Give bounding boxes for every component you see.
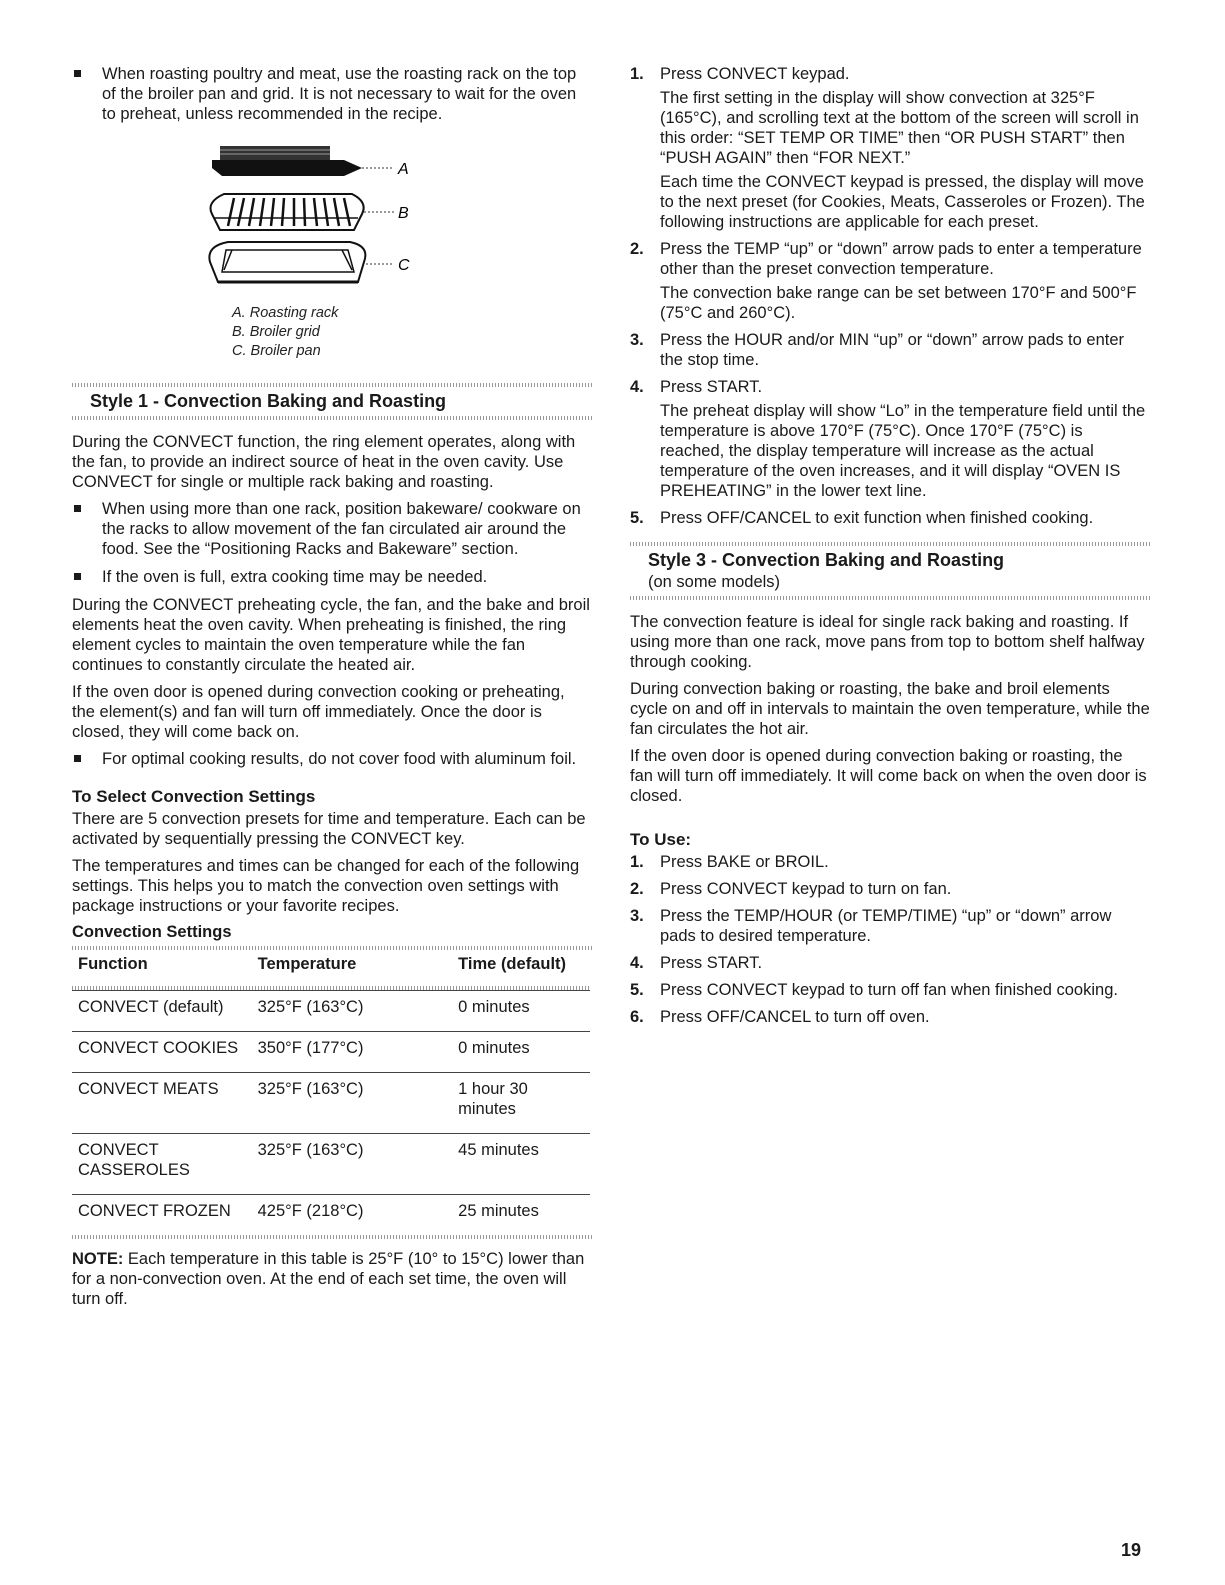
cell-temperature: 425°F (218°C) xyxy=(257,1202,364,1220)
cell-time: 25 minutes xyxy=(458,1202,539,1220)
broiler-grid-drawing xyxy=(211,194,410,230)
step-text: Press CONVECT keypad to turn on fan. xyxy=(660,880,952,898)
cell-time: 0 minutes xyxy=(458,1039,530,1057)
step-text: Press CONVECT keypad to turn off fan when finished cooking. xyxy=(660,981,1118,999)
style1-paragraph-1: During the CONVECT function, the ring element operates, along with the fan, to provide an indirect source of heat in the oven cavity. Use CONVECT for single or multiple rack baking and roasting. xyxy=(72,433,576,491)
cell-temperature: 350°F (177°C) xyxy=(257,1039,364,1057)
style1-paragraph-2: During the CONVECT preheating cycle, the fan, and the bake and broil elements heat the oven cavity. When preheating is finished, the ring element cycles to maintain the oven temperature while the fan continues to constantly circulate the heated air. xyxy=(72,596,590,674)
select-paragraph-2: The temperatures and times can be changed for each of the following settings. This helps you to match the convection oven settings with package instructions or your favorite recipes. xyxy=(72,857,580,915)
style1-bullets-2 xyxy=(72,749,592,769)
divider xyxy=(72,416,592,420)
step-text: Press START. xyxy=(660,954,763,972)
broiler-pan-illustration xyxy=(72,132,592,304)
caption-b: B. Broiler grid xyxy=(232,324,320,340)
step-number: 5. xyxy=(630,509,644,527)
convection-settings-table xyxy=(72,950,590,1235)
step-detail: Each time the CONVECT keypad is pressed, the display will move to the next preset (for Cookies, Meats, Casseroles or Frozen). The following instructions are applicable for each preset. xyxy=(660,173,1145,231)
header-temperature: Temperature xyxy=(257,955,357,973)
step-item xyxy=(630,377,1150,501)
step-item xyxy=(630,330,1150,370)
select-paragraph-1: There are 5 convection presets for time and temperature. Each can be activated by sequentially pressing the CONVECT key. xyxy=(72,810,586,848)
caption-c: C. Broiler pan xyxy=(232,343,321,359)
table-row xyxy=(72,1134,590,1195)
step-text: Press OFF/CANCEL to turn off oven. xyxy=(660,1008,930,1026)
label-c: C xyxy=(398,257,410,274)
step-item xyxy=(630,64,1150,232)
style3-title: Style 3 - Convection Baking and Roasting xyxy=(648,550,1005,570)
intro-bullet-list xyxy=(72,64,592,124)
style1-bullet-1: When using more than one rack, position bakeware/ cookware on the racks to allow movement of the fan circulated air around the food. See the “Positioning Racks and Bakeware” section. xyxy=(72,499,592,559)
left-column xyxy=(72,64,592,1316)
style1-title: Style 1 - Convection Baking and Roasting xyxy=(90,391,447,411)
step-number: 6. xyxy=(630,1008,644,1026)
style1-bullet-2: If the oven is full, extra cooking time may be needed. xyxy=(72,567,592,587)
step-item xyxy=(630,1007,1150,1027)
header-time: Time (default) xyxy=(458,955,567,973)
table-row xyxy=(72,1032,590,1073)
step-number: 5. xyxy=(630,981,644,999)
style3-paragraph-2: During convection baking or roasting, the bake and broil elements cycle on and off in intervals to maintain the oven temperature, while the fan circulates the hot air. xyxy=(630,680,1150,738)
cell-function: CONVECT FROZEN xyxy=(78,1202,231,1220)
step-number: 4. xyxy=(630,378,644,396)
style3-header xyxy=(630,542,1150,600)
step-item xyxy=(630,906,1150,946)
divider xyxy=(72,1235,592,1239)
step-text: Press CONVECT keypad. xyxy=(660,65,850,83)
style3-paragraph-3: If the oven door is opened during convection baking or roasting, the fan will turn off immediately. It will come back on when the oven door is closed. xyxy=(630,747,1147,805)
cell-time: 45 minutes xyxy=(458,1141,539,1159)
step-number: 1. xyxy=(630,853,644,871)
step-detail: The convection bake range can be set between 170°F and 500°F (75°C and 260°C). xyxy=(660,284,1137,322)
cell-temperature: 325°F (163°C) xyxy=(257,1080,364,1098)
label-a: A xyxy=(398,161,409,178)
cell-temperature: 325°F (163°C) xyxy=(257,998,364,1016)
table-row xyxy=(72,991,590,1032)
step-item xyxy=(630,239,1150,323)
step-item xyxy=(630,508,1150,528)
style1-header xyxy=(72,383,592,420)
cell-temperature: 325°F (163°C) xyxy=(257,1141,364,1159)
style1-paragraph-3: If the oven door is opened during convection cooking or preheating, the element(s) and fan will turn off immediately. Once the door is closed, they will come back on. xyxy=(72,683,565,741)
style3-subtitle: (on some models) xyxy=(648,573,781,591)
label-b: B xyxy=(398,205,409,222)
step-number: 3. xyxy=(630,907,644,925)
broiler-pan-drawing xyxy=(209,242,410,282)
select-settings-title: To Select Convection Settings xyxy=(72,787,316,806)
step-item xyxy=(630,879,1150,899)
figure-captions xyxy=(232,304,592,361)
divider xyxy=(630,596,1150,600)
step-text: Press the HOUR and/or MIN “up” or “down” arrow pads to enter the stop time. xyxy=(660,331,1125,369)
style2-steps xyxy=(630,64,1150,528)
step-number: 2. xyxy=(630,240,644,258)
step-number: 4. xyxy=(630,954,644,972)
step-item xyxy=(630,852,1150,872)
step-number: 3. xyxy=(630,331,644,349)
style1-bullet-3: For optimal cooking results, do not cover food with aluminum foil. xyxy=(72,749,592,769)
table-row xyxy=(72,1195,590,1236)
divider xyxy=(630,542,1150,546)
page-number: 19 xyxy=(1120,1540,1141,1560)
step-text: Press START. xyxy=(660,378,763,396)
divider xyxy=(72,383,592,387)
step-number: 2. xyxy=(630,880,644,898)
cell-time: 0 minutes xyxy=(458,998,530,1016)
step-text: Press the TEMP/HOUR (or TEMP/TIME) “up” or “down” arrow pads to desired temperature. xyxy=(660,907,1112,945)
table-note xyxy=(72,1249,592,1309)
intro-bullet: When roasting poultry and meat, use the roasting rack on the top of the broiler pan and grid. It is not necessary to wait for the oven to preheat, unless recommended in the recipe. xyxy=(72,64,592,124)
step-item xyxy=(630,953,1150,973)
table-title: Convection Settings xyxy=(72,923,232,941)
cell-time: 1 hour 30 minutes xyxy=(458,1080,528,1118)
style1-bullets xyxy=(72,499,592,587)
roasting-rack-drawing xyxy=(212,146,409,178)
step-text: Press the TEMP “up” or “down” arrow pads to enter a temperature other than the preset convection temperature. xyxy=(660,240,1142,278)
step-text: Press BAKE or BROIL. xyxy=(660,853,829,871)
to-use-title: To Use: xyxy=(630,830,692,849)
table-row xyxy=(72,1073,590,1134)
cell-function: CONVECT COOKIES xyxy=(78,1039,239,1057)
step-number: 1. xyxy=(630,65,644,83)
step-detail: The preheat display will show “Lo” in the temperature field until the temperature is above 170°F (75°C). Once 170°F (75°C) is reached, the display temperature will increase as the actual temperature of the oven increases, and it will display “OVEN IS PREHEATING” in the lower text line. xyxy=(660,402,1146,500)
style3-paragraph-1: The convection feature is ideal for single rack baking and roasting. If using more than one rack, move pans from top to bottom shelf halfway through cooking. xyxy=(630,613,1145,671)
note-label: NOTE: xyxy=(72,1250,124,1268)
table-header-row xyxy=(72,950,590,986)
cell-function: CONVECT CASSEROLES xyxy=(78,1141,190,1179)
step-detail: The first setting in the display will show convection at 325°F (165°C), and scrolling text at the bottom of the screen will scroll in this order: “SET TEMP OR TIME” then “OR PUSH START” then “PUSH AGAIN” then “FOR NEXT.” xyxy=(660,89,1139,167)
caption-a: A. Roasting rack xyxy=(232,305,339,321)
note-text: Each temperature in this table is 25°F (10° to 15°C) lower than for a non-convection oven. At the end of each set time, the oven will turn off. xyxy=(72,1250,585,1308)
step-item xyxy=(630,980,1150,1000)
header-function: Function xyxy=(78,955,148,973)
right-column xyxy=(630,64,1150,1034)
cell-function: CONVECT MEATS xyxy=(78,1080,219,1098)
broiler-pan-figure xyxy=(72,132,592,304)
cell-function: CONVECT (default) xyxy=(78,998,224,1016)
step-text: Press OFF/CANCEL to exit function when finished cooking. xyxy=(660,509,1094,527)
to-use-steps xyxy=(630,852,1150,1027)
